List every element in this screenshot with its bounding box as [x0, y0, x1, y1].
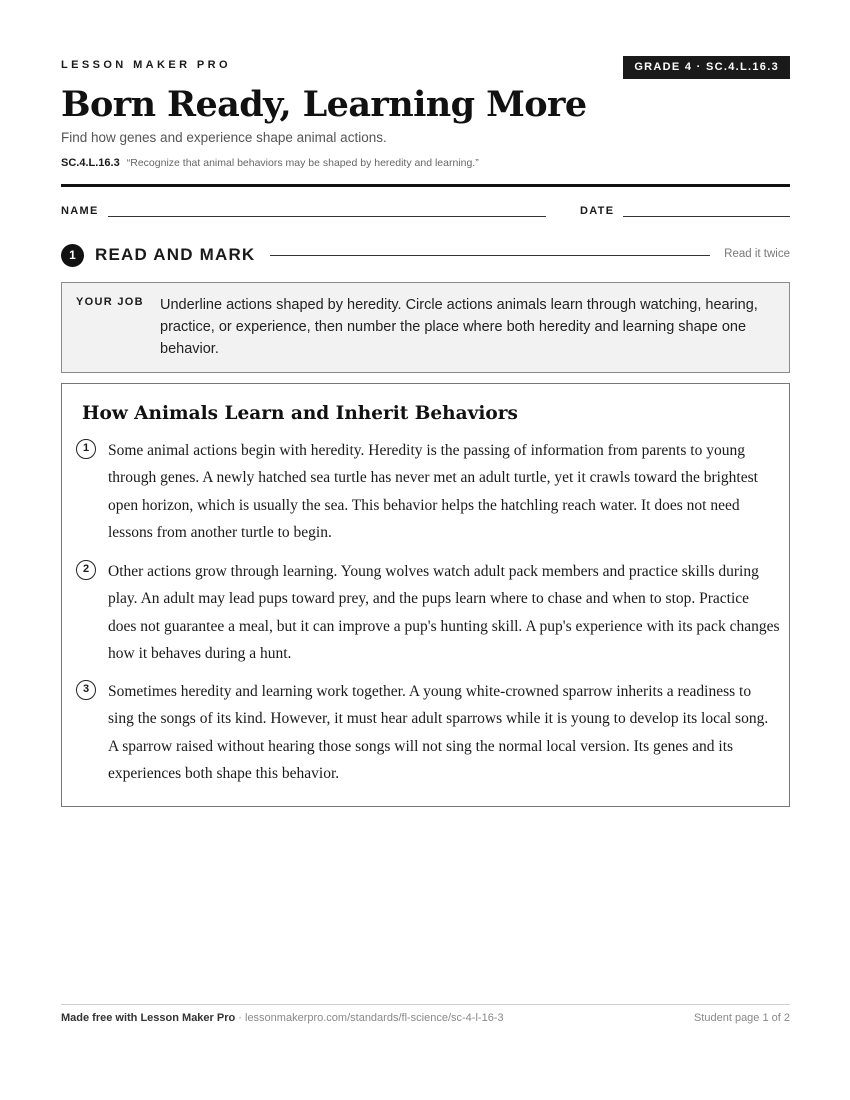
paragraph-2: Other actions grow through learning. Young wolves watch adult pack members and practice skills during play. An adult may lead pups toward prey, and the pups learn where to chase and when to stop. Practice does not guarantee a meal, but it can improve a pup's hunting skill. A pup's experience with its pack changes how it behaves during a hunt. [108, 563, 780, 662]
footer-divider [61, 1004, 790, 1005]
reading-passage [61, 383, 790, 807]
grade-badge: GRADE 4 · SC.4.L.16.3 [623, 56, 790, 79]
header-divider [61, 184, 790, 187]
brand-name: LESSON MAKER PRO [61, 59, 231, 71]
paragraph-number: 1 [76, 439, 96, 459]
section-title: READ AND MARK [95, 245, 256, 264]
paragraph-number: 2 [76, 560, 96, 580]
page-title: Born Ready, Learning More [61, 84, 587, 125]
footer-url[interactable]: · lessonmakerpro.com/standards/fl-science/sc-4-l-16-3 [235, 1012, 504, 1024]
section-rule [270, 255, 710, 256]
passage-title: How Animals Learn and Inherit Behaviors [82, 403, 518, 424]
standard-line [61, 157, 479, 169]
section-number-badge: 1 [61, 244, 84, 267]
footer-made-with: Made free with Lesson Maker Pro [61, 1012, 236, 1024]
footer-credit [61, 1012, 504, 1024]
date-field[interactable] [623, 216, 790, 217]
standard-code: SC.4.L.16.3 [61, 157, 120, 169]
name-field[interactable] [108, 216, 546, 217]
standard-quote: “Recognize that animal behaviors may be shaped by heredity and learning.” [126, 157, 479, 169]
date-label: DATE [580, 205, 615, 217]
instructions-text: Underline actions shaped by heredity. Circle actions animals learn through watching, hearing, practice, or experience, then number the place where both heredity and learning shape one behavior. [160, 297, 758, 357]
page-subtitle: Find how genes and experience shape animal actions. [61, 130, 387, 145]
paragraph-number: 3 [76, 680, 96, 700]
name-label: NAME [61, 205, 99, 217]
paragraph-1: Some animal actions begin with heredity. Heredity is the passing of information from parents to young through genes. A newly hatched sea turtle has never met an adult turtle, yet it crawls toward the brightest open horizon, which is usually the sea. This behavior helps the hatchling reach water. It does not need lessons from another turtle to begin. [108, 442, 758, 541]
paragraph-3: Sometimes heredity and learning work together. A young white-crowned sparrow inherits a readiness to sing the songs of its kind. However, it must hear adult sparrows while it is young to develop its local song. A sparrow raised without hearing those songs will not sing the normal local version. Its genes and its experiences both shape this behavior. [108, 683, 769, 782]
instructions-box [61, 282, 790, 373]
instructions-label: YOUR JOB [76, 296, 144, 308]
footer-page-number: Student page 1 of 2 [693, 1012, 790, 1024]
section-header [61, 243, 790, 267]
section-note: Read it twice [724, 248, 790, 260]
name-date-row [61, 205, 790, 221]
page-header [61, 56, 790, 80]
